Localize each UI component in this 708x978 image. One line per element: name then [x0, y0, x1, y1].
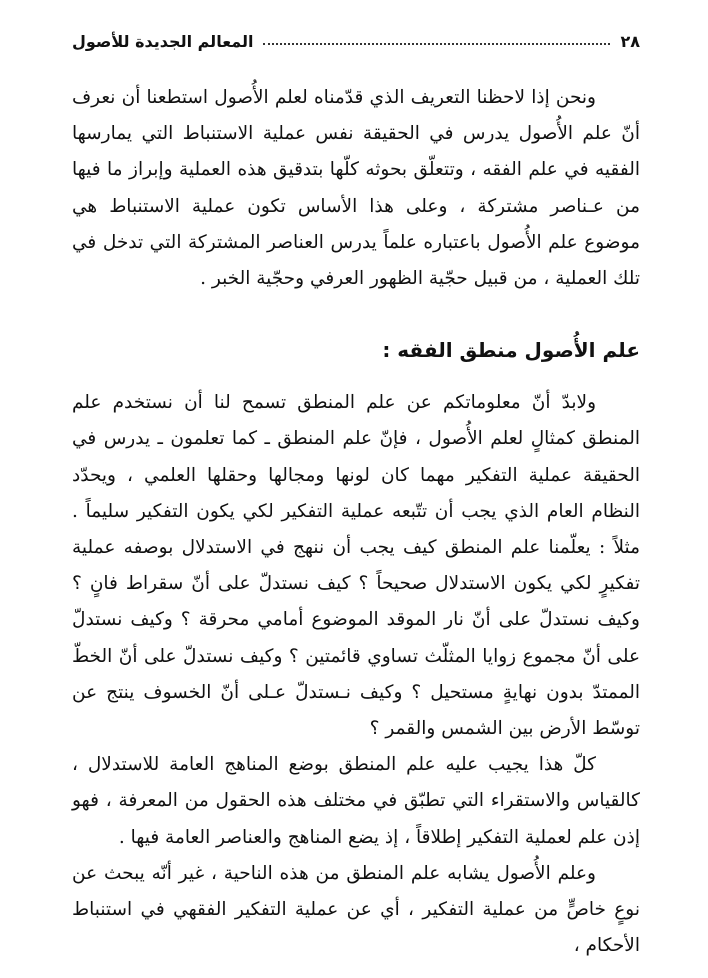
header-dot-leader: [263, 43, 610, 45]
paragraph-3: كلّ هذا يجيب عليه علم المنطق بوضع المناهج العامة للاستدلال ، كالقياس والاستقراء التي تطبّق في مختلف هذه الحقول من المعرفة ، فهو إذن علم لعملية التفكير إطلاقاً ، إذ يضع المناهج والعناصر العامة فيها .: [72, 754, 640, 848]
section-heading: علم الأُصول منطق الفقه :: [382, 338, 640, 363]
page-body: [72, 80, 640, 964]
paragraph-4: وعلم الأُصول يشابه علم المنطق من هذه الناحية ، غير أنّه يبحث عن نوعٍ خاصٍّ من عملية التفكير ، أي عن عملية التفكير الفقهي في استنباط الأحكام ،: [72, 862, 640, 957]
running-header: [72, 28, 640, 54]
paragraph-1: ونحن إذا لاحظنا التعريف الذي قدّمناه لعلم الأُصول استطعنا أن نعرف أنّ علم الأُصول يدرس في الحقيقة نفس عملية الاستنباط التي يمارسها الفقيه في علم الفقه ، وتتعلّق بحوثه كلّها بتدقيق هذه العملية وإبراز ما فيها من عـناصر مشتركة ، وعلى هذا الأساس تكون عملية الاستنباط هي موضوع علم الأُصول باعتباره علماً يدرس العناصر المشتركة التي تدخل في تلك العملية ، من قبيل حجّية الظهور العرفي وحجّية الخبر .: [72, 87, 640, 290]
paragraph-2: ولابدّ أنّ معلوماتكم عن علم المنطق تسمح لنا أن نستخدم علم المنطق كمثالٍ لعلم الأُصول ، فإنّ علم المنطق ـ كما تعلمون ـ يدرس في الحقيقة عملية التفكير مهما كان لونها ومجالها وحقلها العلمي ، ويحدّد النظام العام الذي يجب أن تتّبعه عملية التفكير لكي يكون التفكير سليماً . مثلاً : يعلّمنا علم المنطق كيف يجب أن ننهج في الاستدلال بوصفه عملية تفكيرٍ لكي يكون الاستدلال صحيحاً ؟ كيف نستدلّ على أنّ سقراط فانٍ ؟ وكيف نستدلّ على أنّ نار الموقد الموضوع أمامي محرقة ؟ وكيف نستدلّ على أنّ مجموع زوايا المثلّث تساوي قائمتين ؟ وكيف نستدلّ على أنّ الخطّ الممتدّ بدون نهايةٍ مستحيل ؟ وكيف نـستدلّ عـلى أنّ الخسوف ينتج عن توسّط الأرض بين الشمس والقمر ؟: [72, 392, 640, 740]
page-number: ٢٨: [620, 31, 640, 51]
running-title: المعالم الجديدة للأصول: [72, 31, 254, 51]
